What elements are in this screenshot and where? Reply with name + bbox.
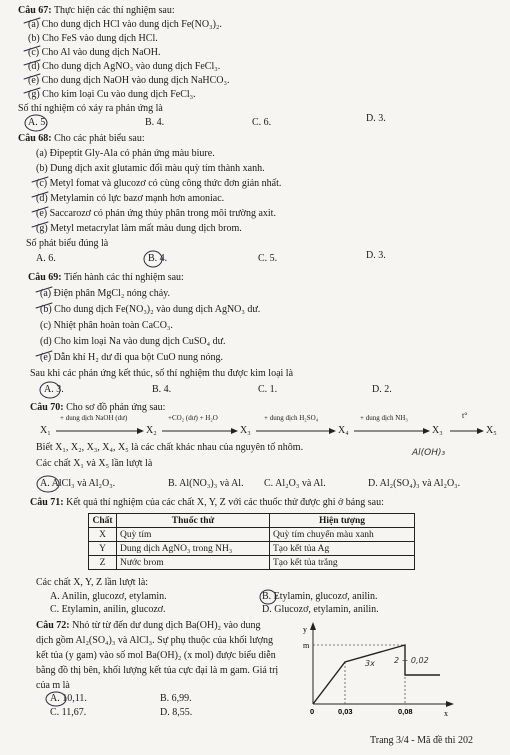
col-header-phenomenon: Hiện tượng <box>270 514 415 528</box>
scheme-x1: X₁ <box>40 425 51 436</box>
q67-option-c[interactable]: C. 6. <box>252 117 272 128</box>
cell-reagent: Dung dịch AgNO₃ trong NH₃ <box>117 542 270 556</box>
q69-option-a[interactable]: A. 3. <box>44 384 64 395</box>
q70-option-b[interactable]: B. Al(NO₃)₃ và Al. <box>168 478 244 489</box>
q70-heading: Câu 70: Cho sơ đồ phản ứng sau: <box>30 402 166 413</box>
q69-option-b[interactable]: B. 4. <box>152 384 172 395</box>
page-footer: Trang 3/4 - Mã đề thi 202 <box>370 735 473 746</box>
q67-option-d[interactable]: D. 3. <box>366 113 386 124</box>
q68-option-b[interactable]: B. 4. <box>148 253 168 264</box>
tick-003: 0,03 <box>338 707 353 716</box>
q67-question: Số thí nghiệm có xảy ra phản ứng là <box>18 103 163 114</box>
arrow-2-head <box>231 428 238 434</box>
q68-heading: Câu 68: Cho các phát biểu sau: <box>18 133 145 144</box>
scheme-heat: t° <box>462 411 468 420</box>
q70-handwriting: Al(OH)₃ <box>412 448 446 458</box>
arrow-5-head <box>477 428 484 434</box>
q68-item-b: (b) Dung dịch axit glutamic đổi màu quỳ tím thành xanh. <box>36 163 265 174</box>
scheme-reagent-3: + dung dịch H₂SO₄ <box>264 414 319 422</box>
q72-line-1: Câu 72: Nhỏ từ từ đến dư dung dịch Ba(OH)₂ vào dung <box>36 620 261 631</box>
cell-substance: X <box>89 528 117 542</box>
arrow-3-head <box>329 428 336 434</box>
q71-option-d[interactable]: D. Glucozơ, etylamin, anilin. <box>262 604 379 615</box>
scheme-x2: X₂ <box>146 425 157 436</box>
q68-item-g: (g) Metyl metacrylat làm mất màu dung dịch brom. <box>36 223 242 234</box>
q69-option-c[interactable]: C. 1. <box>258 384 278 395</box>
q72-line-4: bằng đồ thị bên, khối lượng kết tủa cực đại là m gam. Giá trị <box>36 665 279 676</box>
q72-option-c[interactable]: C. 11,67. <box>50 707 87 718</box>
q68-option-d[interactable]: D. 3. <box>366 250 386 261</box>
q72-option-b[interactable]: B. 6,99. <box>160 693 192 704</box>
q70-option-d[interactable]: D. Al₂(SO₄)₃ và Al₂O₃. <box>368 478 461 489</box>
y-axis-label: y <box>303 625 307 634</box>
cell-reagent: Quỳ tím <box>117 528 270 542</box>
q70-option-c[interactable]: C. Al₂O₃ và Al. <box>264 478 326 489</box>
table-row <box>89 542 415 556</box>
q68-item-c: (c) Metyl fomat và glucozơ có cùng công thức đơn giản nhất. <box>36 178 282 189</box>
q69-item-e: (e) Dẫn khí H₂ dư đi qua bột CuO nung nóng. <box>40 352 224 363</box>
q70-note: Biết X₁, X₂, X₃, X₄, X₅ là các chất khác nhau của nguyên tố nhôm. <box>36 442 304 453</box>
scheme-x4: X₄ <box>338 425 349 436</box>
graph-handwriting-2: 2 + 0,02 <box>394 656 429 665</box>
q68-item-d: (d) Metylamin có lực bazơ mạnh hơn amoniac. <box>36 193 225 204</box>
q71-question: Các chất X, Y, Z lần lượt là: <box>36 577 149 588</box>
q67-option-a[interactable]: A. 5. <box>28 117 48 128</box>
q68-item-a: (a) Đipeptit Gly-Ala có phản ứng màu biure. <box>36 148 215 159</box>
q67-item-a: (a) Cho dung dịch HCl vào dung dịch Fe(NO₃)₂. <box>28 19 222 30</box>
q72-option-a[interactable]: A. 10,11. <box>50 693 87 704</box>
scheme-x3-again: X₃ <box>432 425 443 436</box>
q68-option-c[interactable]: C. 5. <box>258 253 278 264</box>
cell-phenomenon: Tạo kết tủa trắng <box>270 556 415 570</box>
q68-question: Số phát biểu đúng là <box>26 238 109 249</box>
y-axis-arrow <box>310 622 316 630</box>
q69-option-d[interactable]: D. 2. <box>372 384 392 395</box>
tick-0: 0 <box>310 707 315 716</box>
q69-heading: Câu 69: Tiến hành các thí nghiệm sau: <box>28 272 184 283</box>
arrow-1-head <box>137 428 144 434</box>
table-header-row <box>89 514 415 528</box>
scheme-reagent-2: +CO₂ (dư) + H₂O <box>168 414 218 422</box>
q71-heading: Câu 71: Kết quả thí nghiệm của các chất X, Y, Z với các thuốc thử được ghi ở bảng sau: <box>30 497 384 508</box>
x-axis-label: x <box>444 709 448 718</box>
q69-question: Sau khi các phản ứng kết thúc, số thí nghiệm thu được kim loại là <box>30 368 294 379</box>
q67-item-c: (c) Cho Al vào dung dịch NaOH. <box>28 47 161 58</box>
q72-option-d[interactable]: D. 8,55. <box>160 707 193 718</box>
graph-handwriting-1: 3x <box>365 659 375 668</box>
q67-item-g: (g) Cho kim loại Cu vào dung dịch FeCl₃. <box>28 89 196 100</box>
q71-option-a[interactable]: A. Anilin, glucozơ, etylamin. <box>50 591 167 602</box>
q72-line-5: của m là <box>36 680 70 691</box>
col-header-reagent: Thuốc thử <box>117 514 270 528</box>
scheme-reagent-4: + dung dịch NH₃ <box>360 414 408 422</box>
m-label: m <box>303 641 310 650</box>
cell-reagent: Nước brom <box>117 556 270 570</box>
q71-option-b[interactable]: B. Etylamin, glucozơ, anilin. <box>262 591 378 602</box>
cell-phenomenon: Quỳ tím chuyển màu xanh <box>270 528 415 542</box>
precipitate-curve <box>313 645 440 704</box>
x-axis-arrow <box>446 701 454 707</box>
scheme-x3: X₃ <box>240 425 251 436</box>
q71-results-table <box>88 513 415 570</box>
scheme-reagent-1: + dung dịch NaOH (dư) <box>60 414 128 422</box>
q69-item-c: (c) Nhiệt phân hoàn toàn CaCO₃. <box>40 320 173 331</box>
col-header-substance: Chất <box>89 514 117 528</box>
table-row <box>89 556 415 570</box>
cell-substance: Y <box>89 542 117 556</box>
q70-option-a[interactable]: A. AlCl₃ và Al₂O₃. <box>40 478 116 489</box>
q67-option-b[interactable]: B. 4. <box>145 117 165 128</box>
cell-substance: Z <box>89 556 117 570</box>
q69-item-a: (a) Điện phân MgCl₂ nóng chảy. <box>40 288 171 299</box>
q67-item-d: (d) Cho dung dịch AgNO₃ vào dung dịch FeCl₃. <box>28 61 221 72</box>
q67-heading: Câu 67: Thực hiện các thí nghiệm sau: <box>18 5 175 16</box>
table-row <box>89 528 415 542</box>
q70-question: Các chất X₁ và X₅ lần lượt là <box>36 458 153 469</box>
q72-line-2: dịch gồm Al₂(SO₄)₃ và AlCl₃. Sự phụ thuộc của khối lượng <box>36 635 274 646</box>
scheme-x5: X₅ <box>486 425 497 436</box>
q67-item-b: (b) Cho FeS vào dung dịch HCl. <box>28 33 158 44</box>
q67-item-e: (e) Cho dung dịch NaOH vào dung dịch NaHCO₃. <box>28 75 230 86</box>
q71-option-c[interactable]: C. Etylamin, anilin, glucozơ. <box>50 604 166 615</box>
tick-008: 0,08 <box>398 707 413 716</box>
cell-phenomenon: Tạo kết tủa Ag <box>270 542 415 556</box>
q69-item-b: (b) Cho dung dịch Fe(NO₃)₂ vào dung dịch AgNO₃ dư. <box>40 304 261 315</box>
q69-item-d: (d) Cho kim loại Na vào dung dịch CuSO₄ dư. <box>40 336 226 347</box>
q68-item-e: (e) Saccarozơ có phản ứng thủy phân trong môi trường axit. <box>36 208 276 219</box>
q68-option-a[interactable]: A. 6. <box>36 253 56 264</box>
q72-line-3: kết tủa (y gam) vào số mol Ba(OH)₂ (x mol) được biểu diễn <box>36 650 276 661</box>
arrow-4-head <box>423 428 430 434</box>
